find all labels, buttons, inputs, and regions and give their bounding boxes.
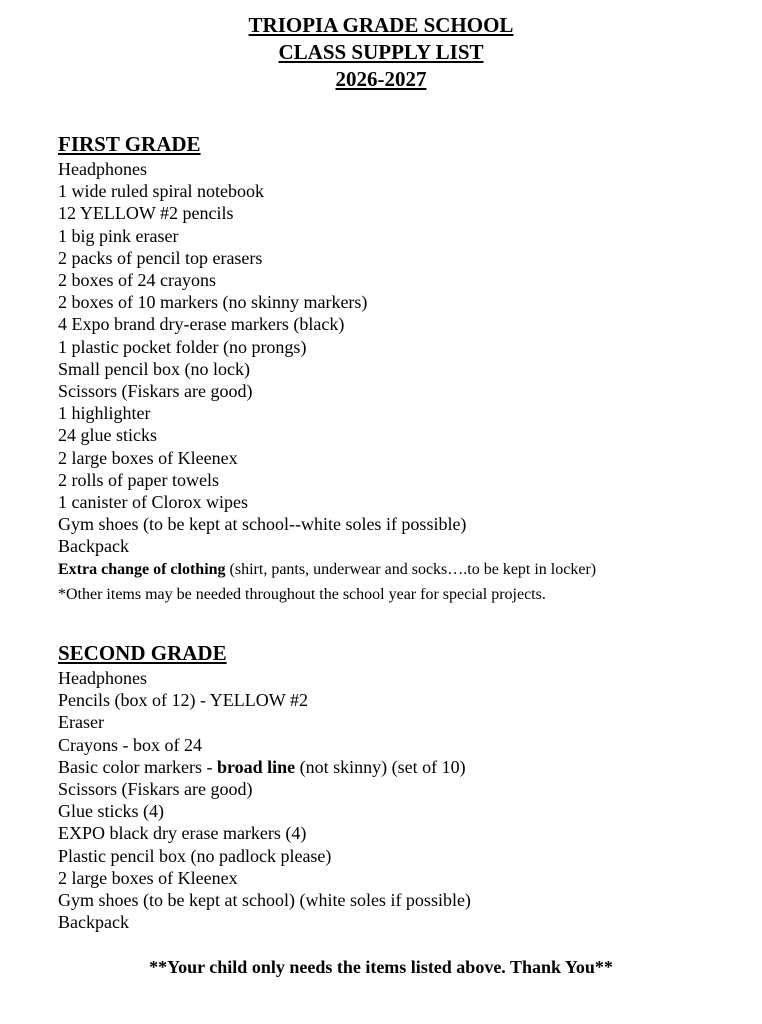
list-item: 1 highlighter (58, 403, 151, 424)
clothing-bold-text: Extra change of clothing (58, 560, 226, 578)
list-item: 2 rolls of paper towels (58, 469, 219, 490)
list-item: 4 Expo brand dry-erase markers (black) (58, 314, 345, 335)
footer-note: **Your child only needs the items listed above. Thank You** (149, 957, 613, 977)
clothing-detail-text: (shirt, pants, underwear and socks….to be kept in locker) (225, 560, 597, 578)
markers-item (58, 756, 748, 778)
first-grade-title: FIRST GRADE (58, 132, 201, 156)
list-item: 2 large boxes of Kleenex (58, 447, 238, 468)
list-item: 12 YELLOW #2 pencils (58, 203, 234, 224)
clothing-item (58, 558, 748, 582)
list-item: Gym shoes (to be kept at school) (white soles if possible) (58, 890, 471, 911)
first-grade-section (58, 130, 748, 607)
markers-bold-text: broad line (216, 756, 296, 777)
list-item: 1 wide ruled spiral notebook (58, 181, 264, 202)
second-grade-list (58, 667, 748, 933)
list-item: Backpack (58, 536, 129, 557)
list-title: CLASS SUPPLY LIST (278, 40, 484, 64)
list-item: 1 big pink eraser (58, 225, 179, 246)
list-item: 2 boxes of 10 markers (no skinny markers) (58, 292, 368, 313)
first-grade-list (58, 158, 748, 607)
list-item: Eraser (58, 712, 104, 733)
list-item: Glue sticks (4) (58, 801, 164, 822)
markers-text: Basic color markers - (58, 756, 217, 777)
second-grade-section (58, 639, 748, 933)
list-item: Headphones (58, 668, 147, 688)
second-grade-title: SECOND GRADE (58, 641, 227, 665)
list-item: Gym shoes (to be kept at school--white soles if possible) (58, 514, 467, 535)
list-item: Small pencil box (no lock) (58, 358, 250, 379)
list-item: Scissors (Fiskars are good) (58, 779, 253, 800)
list-item: Pencils (box of 12) - YELLOW #2 (58, 690, 308, 711)
list-item: 1 plastic pocket folder (no prongs) (58, 336, 307, 357)
list-item: Headphones (58, 159, 147, 179)
list-item: Plastic pencil box (no padlock please) (58, 845, 332, 866)
list-item: 2 packs of pencil top erasers (58, 247, 263, 268)
markers-detail-text: (not skinny) (set of 10) (295, 756, 466, 777)
list-item: Scissors (Fiskars are good) (58, 381, 253, 402)
list-item: EXPO black dry erase markers (4) (58, 823, 307, 844)
list-item: 1 canister of Clorox wipes (58, 492, 248, 513)
list-item: 24 glue sticks (58, 425, 157, 446)
special-projects-note: *Other items may be needed throughout the school year for special projects. (58, 585, 546, 603)
list-item: Crayons - box of 24 (58, 734, 202, 755)
list-item: 2 large boxes of Kleenex (58, 867, 238, 888)
school-year: 2026-2027 (335, 67, 427, 91)
list-item: Backpack (58, 912, 129, 933)
list-item: 2 boxes of 24 crayons (58, 270, 216, 291)
school-name: TRIOPIA GRADE SCHOOL (248, 13, 514, 37)
document-header (0, 12, 762, 93)
